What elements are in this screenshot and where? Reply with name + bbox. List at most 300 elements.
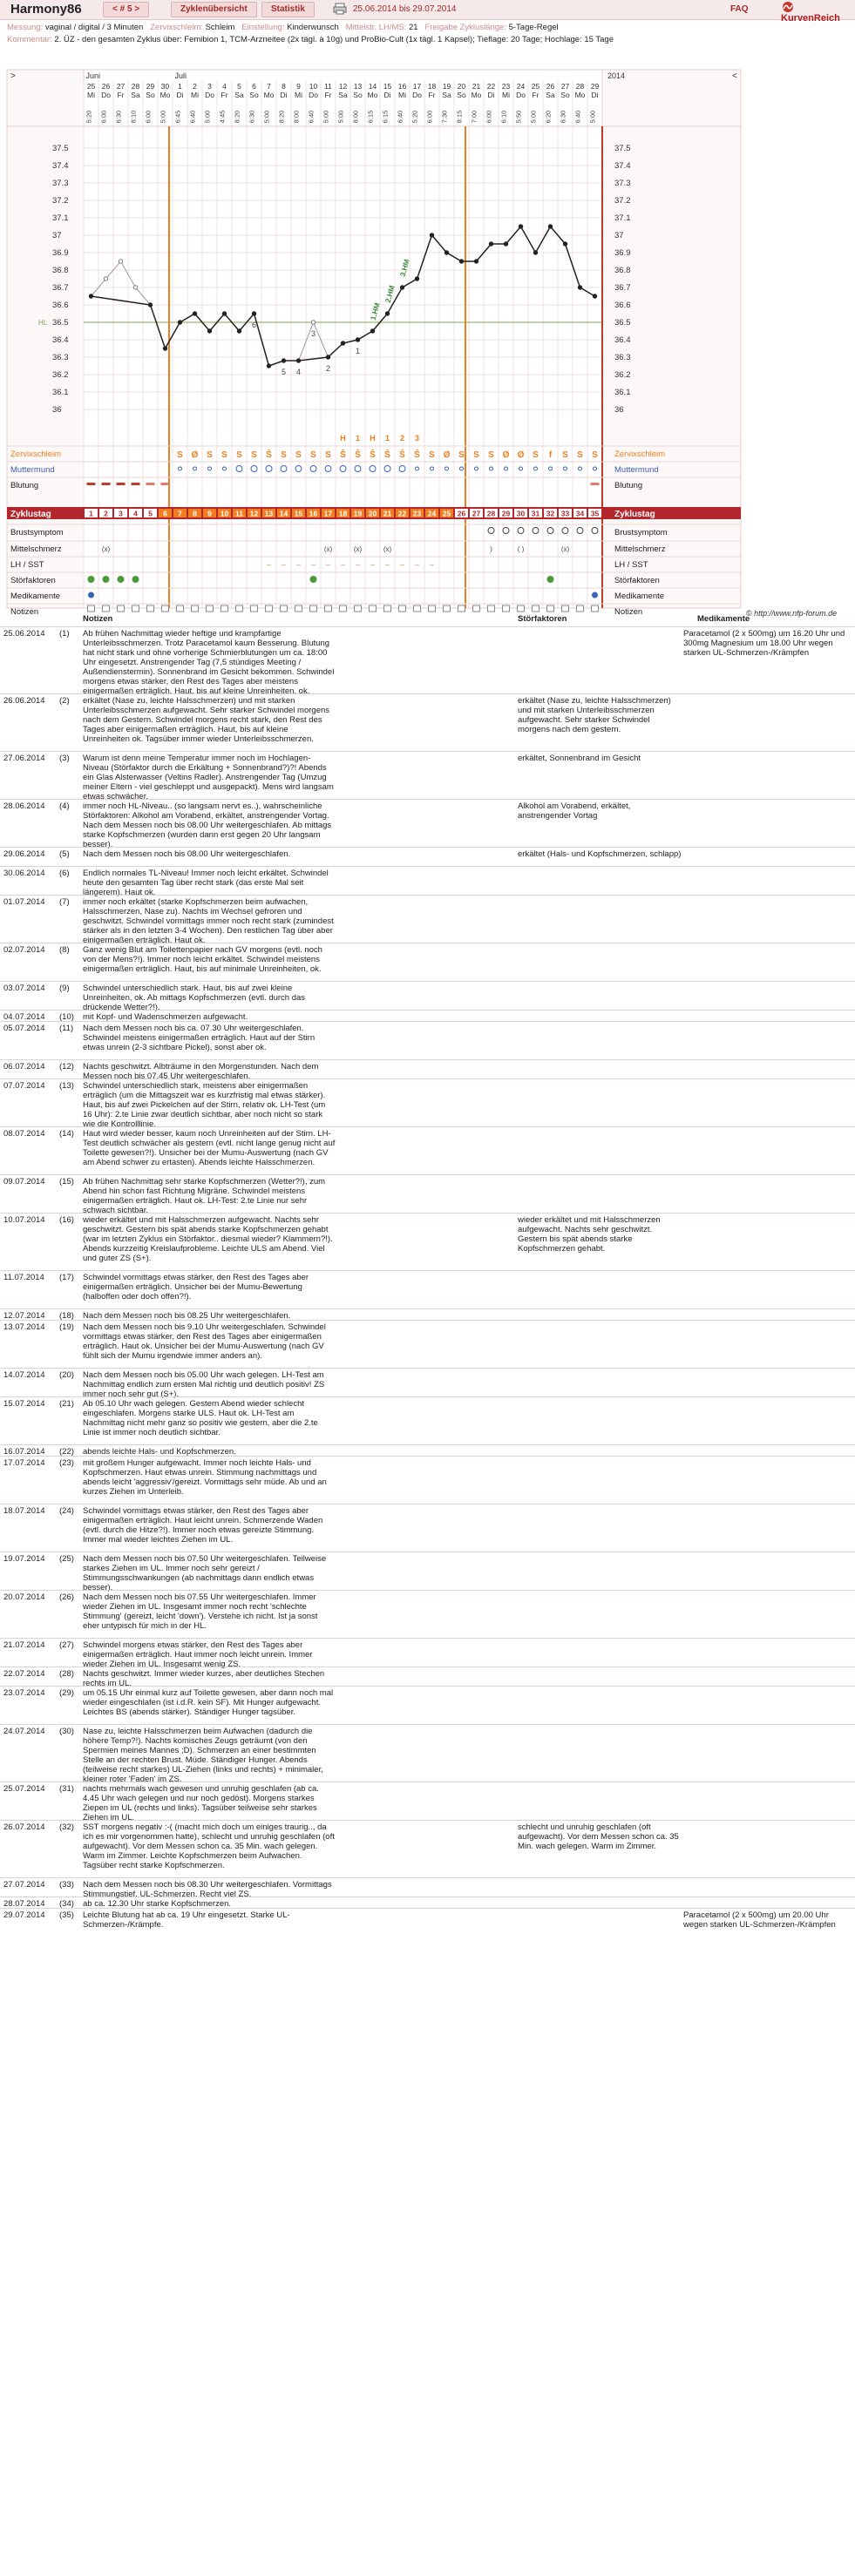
note-number: (4) [59,801,70,811]
weekday-label: Sa [234,91,244,99]
cycle-overview-button[interactable]: Zyklenübersicht [171,2,257,17]
y-tick-right: 36.4 [614,335,631,345]
stoerfaktor-icon [132,576,139,583]
bleeding-mark [102,483,111,485]
meta-value: Schleim [205,23,235,32]
nav-next: < [732,71,737,81]
time-label: 7:00 [470,110,478,124]
temp-point [370,329,374,333]
zervix-value: S [207,450,213,460]
y-tick-right: 36.5 [614,318,631,328]
note-row [0,1320,855,1369]
temp-point [178,321,181,324]
month-label: Juli [174,71,187,80]
note-number: (9) [59,984,70,993]
lh-mark: 3 [414,434,420,443]
meta-key: Freigabe Zykluslänge: [424,23,509,32]
note-row [0,1724,855,1782]
nav-prev: > [10,71,16,81]
y-tick-left: 37.2 [52,196,69,206]
zervix-value: Ŝ [414,450,420,460]
note-number: (12) [59,1062,74,1072]
note-medication: Paracetamol (2 x 500mg) um 20.00 Uhr wegen starken UL-Schmerzen-/Krämpfen [683,1910,836,1930]
comment-label: Kommentar: [7,35,52,44]
row-label-left: Brustsymptom [10,528,64,538]
mittelschmerz-mark: ( ) [517,545,525,553]
note-date: 13.07.2014 [3,1322,45,1332]
y-tick-left: 36.7 [52,283,69,293]
cycle-day-number: 9 [207,509,212,518]
weekday-label: Fr [324,91,332,99]
note-number: (32) [59,1822,74,1832]
temp-point [119,260,122,263]
note-date: 25.07.2014 [3,1784,45,1794]
row-label-left: Muttermund [10,465,55,475]
cycle-day-number: 19 [353,509,363,518]
note-icon [503,605,510,612]
temp-point [444,251,448,254]
weekday-label: Mi [295,91,302,99]
day-label: 26 [101,82,111,91]
zervix-value: S [429,450,435,460]
y-tick-right: 37.1 [614,213,631,223]
note-row [0,751,855,800]
note-number: (18) [59,1311,74,1321]
y-tick-left: 37.5 [52,144,69,153]
note-text: Nach dem Messen noch bis 08.30 Uhr weitergeschlafen. Vormittags Stimmungstief. UL-Schmerzen. Recht viel ZS. [83,1880,332,1899]
y-tick-right: 36 [614,405,624,415]
temp-point [430,233,433,237]
time-label: 6:00 [425,110,434,124]
weekday-label: So [457,91,466,99]
zervix-value: Ŝ [399,450,405,460]
note-date: 30.06.2014 [3,869,45,878]
zervix-value: S [458,450,465,460]
note-text: Nachts geschwitzt. Albträume in den Morgenstunden. Nach dem Messen noch bis 07.45 Uhr weitergeschlafen. [83,1062,319,1081]
row-label-right: Brustsymptom [614,528,668,538]
note-date: 02.07.2014 [3,945,45,955]
meta-value: 5-Tage-Regel [508,23,559,32]
zervix-value: S [295,450,302,460]
cycle-day-number: 16 [309,509,318,518]
note-text: immer noch HL-Niveau.. (so langsam nervt es..), wahrscheinliche Störfaktoren: Alkohol am Vorabend, erkältet, anstrengender Vortag. Nach dem Messen noch bis 08.00 Uhr weitergeschlafen. Ab mittags starke Kopfschmerzen (wurden dann erst gegen 20 Uhr langsam besser). [83,801,332,849]
stoerfaktor-icon [547,576,554,583]
row-label-left: Zervixschleim [10,450,62,459]
note-row [0,1213,855,1271]
bleeding-mark [146,483,155,485]
day-label: 14 [368,82,377,91]
cycle-day-number: 29 [501,509,511,518]
cycle-day-number: 12 [249,509,259,518]
bleeding-mark [117,483,126,485]
note-number: (26) [59,1592,74,1602]
note-number: (30) [59,1727,74,1736]
day-label: 10 [309,82,318,91]
month-label: Juni [85,71,101,80]
note-stoerfaktor: schlecht und unruhig geschlafen (oft aufgewacht). Vor dem Messen schon ca. 35 Min. wach gelegen. Warm im Zimmer. [518,1822,679,1851]
note-row [0,1444,855,1457]
note-text: Nach dem Messen noch bis 9.10 Uhr weitergeschlafen. Schwindel vormittags etwas stärker, den Rest des Tages aber einigermaßen erträglich. Haut ok. Unsicher bei der Mumu-Auswertung (nach GV fühlt sich der Mumu irgendwie immer anders an). [83,1322,326,1361]
note-row [0,866,855,896]
note-row [0,1059,855,1079]
note-icon [473,605,480,612]
meta-value: vaginal / digital / 3 Minuten [44,23,144,32]
note-number: (17) [59,1273,74,1282]
weekday-label: Di [591,91,599,99]
note-icon [162,605,169,612]
zervix-value: f [548,450,553,460]
y-tick-right: 37.2 [614,196,631,206]
note-icon [399,605,406,612]
weekday-label: Do [309,91,318,99]
zervix-value: S [177,450,183,460]
cycle-day-number: 1 [89,509,93,518]
weekday-label: Mi [87,91,95,99]
note-date: 24.07.2014 [3,1727,45,1736]
note-date: 04.07.2014 [3,1012,45,1022]
zervix-value: S [325,450,331,460]
note-text: um 05.15 Uhr einmal kurz auf Toilette gewesen, aber dann noch mal wieder eingeschlafen (ist i.d.R. kein SF). Mit Hunger aufgewacht. Leichtes BS (abends stärker). Ständiger Hunger tagsüber. [83,1688,334,1717]
cycle-day-number: 32 [546,509,555,518]
zervix-value: Ŝ [355,450,361,460]
cycle-day-number: 30 [516,509,526,518]
time-label: 5:00 [588,110,597,124]
time-label: 6:45 [173,110,182,124]
count-label: 3 [310,329,316,338]
time-label: 6:40 [188,110,197,124]
weekday-label: Do [412,91,422,99]
row-label-left: Blutung [10,481,39,490]
cycle-day-number: 10 [220,509,229,518]
time-label: 6:15 [366,110,375,124]
weekday-label: Do [101,91,111,99]
stoerfaktor-icon [103,576,110,583]
y-tick-right: 37.4 [614,161,631,171]
note-icon [207,605,214,612]
count-label: 1 [355,347,361,355]
weekday-label: Fr [117,91,125,99]
time-label: 6:10 [499,110,508,124]
note-number: (27) [59,1640,74,1650]
cycle-day-number: 28 [486,509,496,518]
cycle-navigator[interactable]: < # 5 > [103,2,149,17]
day-label: 24 [516,82,526,91]
y-tick-left: 37 [52,231,62,240]
note-icon [518,605,525,612]
lh-mark: H [370,434,376,443]
day-label: 30 [160,82,170,91]
weekday-label: So [353,91,363,99]
cycle-day-label: Zyklustag [10,510,51,519]
rise-label: 1.HM [368,301,382,321]
note-text: Nach dem Messen noch bis 07.50 Uhr weitergeschlafen. Teilweise starkes Ziehen im UL. Immer noch sehr gereizt / Stimmungsschwankungen (ab nachmittags dann endlich etwas besser). [83,1554,327,1592]
note-date: 26.06.2014 [3,696,45,706]
time-label: 5:20 [411,110,419,124]
note-date: 29.06.2014 [3,849,45,859]
note-text: Schwindel vormittags etwas stärker, den Rest des Tages aber einigermaßen erträglich. Unsicher bei der Mumu-Bewertung (halboffen oder doch offen?!). [83,1273,309,1302]
day-label: 16 [397,82,407,91]
count-label: 4 [295,368,302,376]
mittelschmerz-mark: (x) [560,545,570,553]
day-label: 2 [193,82,197,91]
lh-test-mark: – [399,560,405,569]
day-label: 27 [116,82,126,91]
lh-test-mark: – [281,560,287,569]
note-icon [266,605,273,612]
note-row [0,1078,855,1127]
note-icon [221,605,228,612]
zervix-value: S [221,450,227,460]
temp-point [385,312,389,315]
temp-point [341,341,344,345]
note-medication: Paracetamol (2 x 500mg) um 16.20 Uhr und 300mg Magnesium um 18.00 Uhr wegen starken UL-Schmerzen-/Krämpfen [683,629,845,658]
day-label: 27 [560,82,570,91]
note-date: 06.07.2014 [3,1062,45,1072]
temp-point [459,260,463,263]
note-text: nachts mehrmals wach gewesen und unruhig geschlafen (ab ca. 4.45 Uhr wach gelegen und nur noch gedöst). Morgens starkes Ziepen im UL (rechts und links). Tagsüber teilweise sehr starkes Ziehen im UL. [83,1784,319,1822]
note-text: Nase zu, leichte Halsschmerzen beim Aufwachen (dadurch die höhere Temp?!). Nachts komisches Zeugs geträumt (von den Spermien meines Mannes ;D). Schmerzen an einer bestimmten Stelle an der rechten Brust. Müde. Ständiger Hunger. Abends (teilweise recht starkes) UL-Ziehen (links und rechts) + minimaler, kleiner roter 'Faden' im ZS. [83,1727,323,1784]
note-stoerfaktor: erkältet (Hals- und Kopfschmerzen, schlapp) [518,849,682,859]
note-stoerfaktor: erkältet, Sonnenbrand im Gesicht [518,754,641,763]
y-tick-left: 36.6 [52,301,69,310]
note-date: 08.07.2014 [3,1129,45,1139]
time-label: 6:15 [381,110,390,124]
temp-point [548,225,552,228]
y-tick-left: 36.5 [52,318,69,328]
temp-point [311,321,315,324]
cycle-day-number: 7 [178,509,182,518]
note-date: 07.07.2014 [3,1081,45,1091]
day-label: 21 [472,82,481,91]
note-icon [562,605,569,612]
meta-value: Kinderwunsch [287,23,339,32]
note-icon [236,605,243,612]
note-number: (2) [59,696,70,706]
weekday-label: Mo [471,91,482,99]
y-tick-left: 37.1 [52,213,69,223]
note-date: 21.07.2014 [3,1640,45,1650]
weekday-label: Di [280,91,288,99]
row-label-right: Notizen [614,607,643,617]
note-number: (15) [59,1177,74,1187]
zervix-value: Ŝ [266,450,272,460]
zervix-value: S [473,450,479,460]
lh-test-mark: – [266,560,272,569]
day-label: 13 [353,82,363,91]
cycle-day-number: 26 [457,509,466,518]
day-label: 11 [324,82,332,91]
notes-col-header: Notizen [83,614,113,624]
stoer-col-header: Störfaktoren [518,614,567,624]
note-date: 19.07.2014 [3,1554,45,1564]
day-label: 19 [442,82,451,91]
note-date: 09.07.2014 [3,1177,45,1187]
note-date: 23.07.2014 [3,1688,45,1698]
y-tick-left: 37.4 [52,161,69,171]
time-label: 6:20 [544,110,553,124]
lh-test-mark: – [370,560,376,569]
day-label: 18 [427,82,437,91]
stoerfaktor-icon [88,576,95,583]
day-label: 25 [531,82,540,91]
note-row [0,1590,855,1639]
weekday-label: So [249,91,259,99]
row-label-right: Zervixschleim [614,450,666,459]
time-label: 5:50 [514,110,523,124]
note-row [0,1010,855,1022]
cycle-day-number: 35 [590,509,600,518]
zervix-value: S [488,450,494,460]
row-label-right: Störfaktoren [614,576,660,585]
note-text: Leichte Blutung hat ab ca. 19 Uhr eingesetzt. Starke UL-Schmerzen-/Krämpfe. [83,1910,290,1930]
count-label: 2 [325,364,331,373]
lh-test-mark: – [384,560,390,569]
cycle-day-number: 27 [472,509,481,518]
note-number: (29) [59,1688,74,1698]
note-date: 20.07.2014 [3,1592,45,1602]
row-label-left: Medikamente [10,592,61,601]
time-label: 8:20 [277,110,286,124]
note-icon [355,605,362,612]
row-label-left: Notizen [10,607,39,617]
note-text: mit großem Hunger aufgewacht. Immer noch leichte Hals- und Kopfschmerzen. Haut etwas unrein. Stimmung nachmittags und abends leicht 'aggressiv'/gereizt. Vormittags sehr müde. Ab und an kurzes Ziehen im Unterleib. [83,1458,327,1497]
stoerfaktor-icon [310,576,317,583]
note-row [0,1308,855,1321]
mittelschmerz-mark: (x) [323,545,333,553]
coverline-label: HL [38,319,48,327]
temp-point [563,242,567,246]
statistics-button[interactable]: Statistik [261,2,315,17]
weekday-label: Fr [428,91,436,99]
lh-test-mark: – [414,560,420,569]
note-row [0,626,855,694]
note-row [0,799,855,848]
note-number: (14) [59,1129,74,1139]
day-label: 9 [296,82,301,91]
note-text: Nach dem Messen noch bis 08.00 Uhr weitergeschlafen. [83,849,291,859]
lh-mark: 2 [399,434,405,443]
y-tick-right: 36.3 [614,353,631,362]
weekday-label: Fr [221,91,228,99]
meta-value: 21 [408,23,418,32]
temp-point [415,277,418,281]
weekday-label: So [146,91,155,99]
note-icon [340,605,347,612]
temp-point [356,338,359,341]
row-label-right: Blutung [614,481,643,490]
note-row [0,1908,855,1930]
cycle-day-number: 23 [412,509,422,518]
note-text: Nach dem Messen noch bis 07.55 Uhr weitergeschlafen. Immer wieder Ziehen im UL. Insgesamt immer noch recht 'schlechte Stimmung' (gereizt, leicht 'down'). Verstehe ich nicht. Ist ja sonst eher untypisch für mich in der HL. [83,1592,318,1631]
time-label: 5:00 [262,110,271,124]
temp-point [267,364,270,368]
note-number: (22) [59,1447,74,1457]
zervix-value: S [281,450,287,460]
note-number: (5) [59,849,70,859]
note-date: 28.07.2014 [3,1899,45,1909]
weekday-label: Mo [263,91,275,99]
zervix-value: S [577,450,583,460]
temp-point [504,242,507,246]
temp-point [593,294,596,298]
note-date: 05.07.2014 [3,1024,45,1033]
note-number: (20) [59,1370,74,1380]
temp-point [326,355,329,359]
cycle-day-number: 14 [279,509,288,518]
note-number: (8) [59,945,70,955]
temp-point [104,277,107,281]
faq-link[interactable]: FAQ [730,4,749,14]
time-label: 5:00 [322,110,330,124]
bleeding-mark [132,483,140,485]
day-label: 29 [146,82,155,91]
zervix-value: S [236,450,242,460]
row-label-right: LH / SST [614,560,648,570]
lh-test-mark: – [429,560,435,569]
note-text: ab ca. 12.30 Uhr starke Kopfschmerzen. [83,1899,232,1909]
note-date: 25.06.2014 [3,629,45,639]
note-row [0,1877,855,1897]
note-stoerfaktor: wieder erkältet und mit Halsschmerzen aufgewacht. Nachts sehr geschwitzt. Gestern bis spät abends starke Kopfschmerzen gehabt. [518,1215,661,1254]
note-date: 14.07.2014 [3,1370,45,1380]
weekday-label: Mo [574,91,586,99]
day-label: 26 [546,82,555,91]
note-text: Nach dem Messen noch bis 05.00 Uhr wach gelegen. LH-Test am Nachmittag endlich zum ersten Mal richtig und deutlich positiv! ZS immer noch sehr gut (S+). [83,1370,325,1399]
note-date: 03.07.2014 [3,984,45,993]
note-icon [310,605,317,612]
note-date: 29.07.2014 [3,1910,45,1920]
note-text: Warum ist denn meine Temperatur immer noch im Hochlagen-Niveau (Störfaktor durch die Erkältung + Sonnenbrand?)?! Abends ein Glas Alsterwasser (Veltins Radler). Anstrengender Tag (Umzug meiner Eltern - viel geschleppt und ausgepackt). Mens wird langsam etwas schwächer. [83,754,334,801]
cycle-day-number: 5 [148,509,153,518]
zervix-value: Ŝ [340,450,346,460]
note-date: 26.07.2014 [3,1822,45,1832]
zervix-value: Ŝ [370,450,376,460]
note-icon [429,605,436,612]
note-row [0,847,855,867]
meta-key: Einstellung: [241,23,288,32]
note-number: (10) [59,1012,74,1022]
cycle-day-number: 2 [104,509,108,518]
time-label: 8:15 [455,110,464,124]
time-label: 5:00 [159,110,167,124]
note-text: Schwindel morgens etwas stärker, den Rest des Tages aber einigermaßen erträglich. Haut immer noch leicht unrein. Immer wieder Ziehen im UL. Insgesamt wenig ZS. [83,1640,313,1669]
day-label: 22 [486,82,496,91]
logo-text: KurvenReich [781,13,840,24]
note-date: 27.06.2014 [3,754,45,763]
note-text: Nachts geschwitzt. Immer wieder kurzes, aber deutliches Stechen rechts im UL. [83,1669,325,1688]
row-label-right: Mittelschmerz [614,544,666,554]
y-tick-right: 36.6 [614,301,631,310]
cycle-day-number: 33 [560,509,570,518]
lh-test-mark: – [355,560,361,569]
bleeding-mark [87,483,96,485]
temp-point [163,347,166,350]
time-label: 5:20 [85,110,93,124]
note-text: Schwindel vormittags etwas stärker, den Rest des Tages aber einigermaßen erträglich. Haut leicht unrein. Schmerzende Waden (evtl. durch die Hitze?!). Immer noch etwas gereizte Stimmung. Immer mal wieder leichtes Ziehen im UL. [83,1506,323,1545]
y-tick-left: 36.1 [52,388,69,397]
cycle-day-label-right: Zyklustag [614,510,655,519]
note-date: 28.06.2014 [3,801,45,811]
note-text: immer noch erkältet (starke Kopfschmerzen beim aufwachen, Halsschmerzen, Nase zu). Nachts im Wechsel gefroren und geschwitzt. Schwindel vormittags immer noch recht stark (zumindest stärker als in den letzten 3-4 Wochen). Den restlichen Tag über aber einigermaßen erträglich. Haut ok. [83,897,334,945]
weekday-label: Di [487,91,495,99]
zervix-value: S [310,450,316,460]
cycle-day-number: 6 [163,509,167,518]
cycle-day-number: 20 [368,509,377,518]
note-icon [458,605,465,612]
note-row [0,1270,855,1309]
note-text: Schwindel unterschiedlich stark, meistens aber einigermaßen erträglich (um die Mittagszeit war es kurzfristig mal etwas stärker). Haut, bis auf zwei Pickelchen auf der Stirn, relativ ok. LH-Test (um 16 Uhr): 2.te Linie zwar deutlich sichtbar, aber noch nicht so stark wie die Kontrolllinie. [83,1081,326,1129]
note-text: SST morgens negativ :-( (macht mich doch um einiges traurig.., da ich es mir vorgenommen hatte), schlecht und unruhig geschlafen (oft aufgewacht). Vor dem Messen schon ca. 35 Min. wach gelegen. Warm im Zimmer. Leichte Kopfschmerzen beim Aufwachen. Tagsüber recht starke Kopfschmerzen. [83,1822,335,1870]
